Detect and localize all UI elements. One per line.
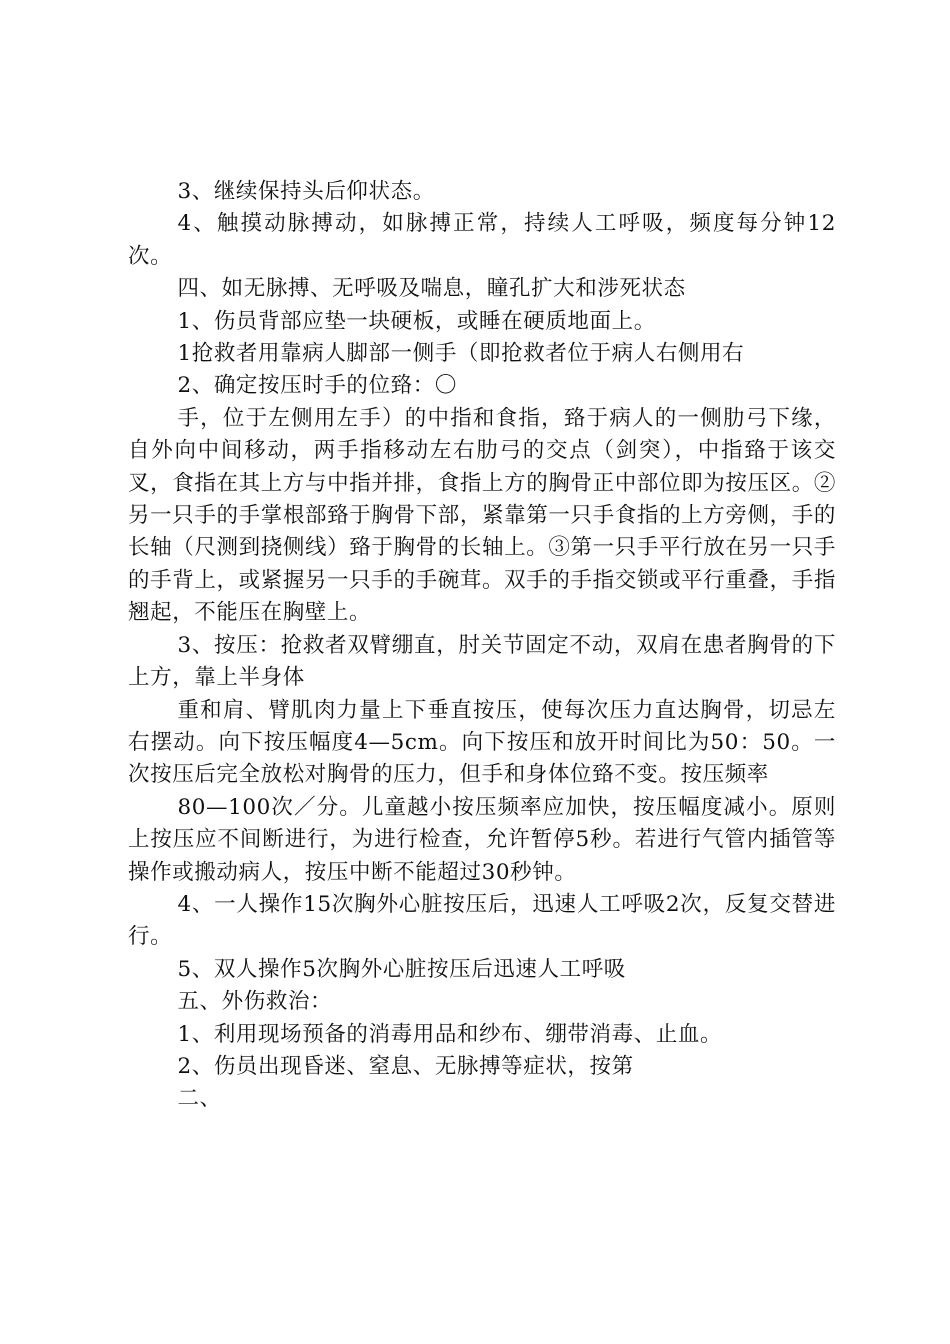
paragraph-11: 4、一人操作15次胸外心脏按压后，迅速人工呼吸2次，反复交替进行。	[128, 891, 836, 950]
paragraph-3: 四、如无脉搏、无呼吸及喘息，瞳孔扩大和涉死状态	[177, 276, 686, 302]
paragraph-10: 80—100次／分。儿童越小按压频率应加快，按压幅度减小。原则上按压应不间断进行，为进行检查，允许暂停5秒。若进行气管内插管等操作或搬动病人，按压中断不能超过30秒钟。	[128, 794, 836, 885]
paragraph-8: 3、按压：抢救者双臂绷直，肘关节固定不动，双肩在患者胸骨的下上方，靠上半身体	[128, 632, 836, 691]
paragraph-1: 3、继续保持头后仰状态。	[177, 179, 435, 204]
paragraph-9: 重和肩、臂肌肉力量上下垂直按压，使每次压力直达胸骨，切忌左右摆动。向下按压幅度4—5cm。向下按压和放开时间比为50：50。一次按压后完全放松对胸骨的压力，但手和身体位臵不变。按压频率	[128, 697, 836, 788]
paragraph-7: 手，位于左侧用左手）的中指和食指，臵于病人的一侧肋弓下缘，自外向中间移动，两手指移动左右肋弓的交点（剑突），中指臵于该交叉，食指在其上方与中指并排，食指上方的胸骨正中部位即为按压区。②另一只手的手掌根部臵于胸骨下部，紧靠第一只手食指的上方旁侧，手的长轴（尺测到挠侧线）臵于胸骨的长轴上。③第一只手平行放在另一只手的手背上，或紧握另一只手的手碗茸。双手的手指交锁或平行重叠，手指翘起，不能压在胸壁上。	[128, 405, 836, 626]
paragraph-5: 1抢救者用靠病人脚部一侧手（即抢救者位于病人右侧用右	[177, 341, 745, 367]
paragraph-6: 2、确定按压时手的位臵：〇	[177, 373, 457, 399]
paragraph-4: 1、伤员背部应垫一块硬板，或睡在硬质地面上。	[177, 308, 656, 334]
paragraph-12: 5、双人操作5次胸外心脏按压后迅速人工呼吸	[177, 956, 626, 982]
document-body	[128, 176, 836, 1116]
paragraph-2: 4、触摸动脉搏动，如脉搏正常，持续人工呼吸，频度每分钟12次。	[128, 211, 836, 269]
paragraph-15: 2、伤员出现昏迷、窒息、无脉搏等症状，按第	[177, 1053, 634, 1079]
paragraph-14: 1、利用现场预备的消毒用品和纱布、绷带消毒、止血。	[177, 1021, 723, 1047]
paragraph-13: 五、外伤救治：	[177, 989, 333, 1015]
paragraph-16: 二、	[177, 1086, 222, 1112]
